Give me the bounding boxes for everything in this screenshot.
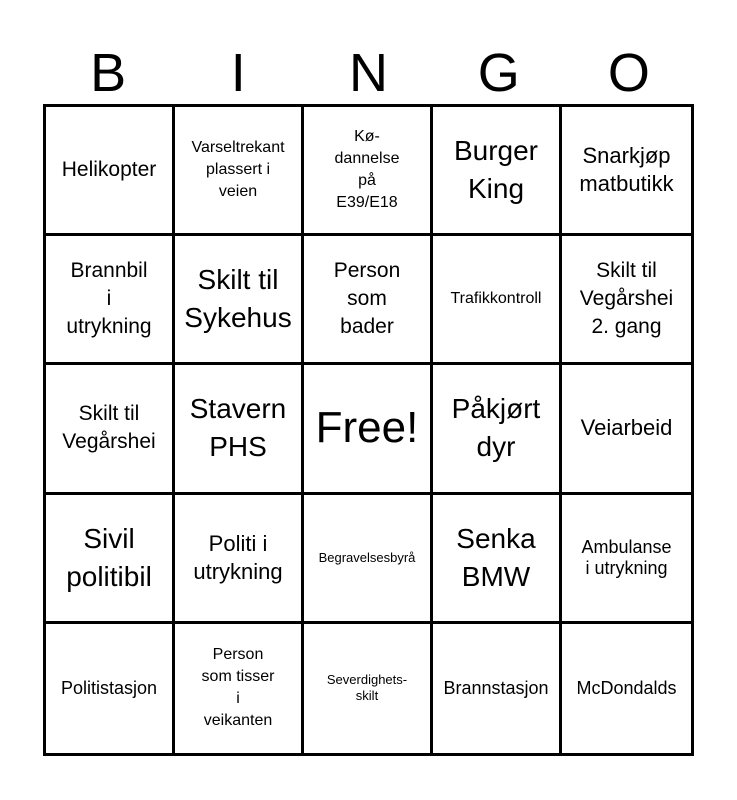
bingo-cell[interactable]	[562, 107, 691, 236]
bingo-cell[interactable]	[562, 624, 691, 753]
cell-text: Burger King	[453, 135, 539, 205]
bingo-cell[interactable]	[304, 236, 433, 365]
bingo-cell[interactable]	[433, 236, 562, 365]
free-cell[interactable]	[304, 365, 433, 494]
bingo-cell[interactable]	[562, 365, 691, 494]
cell-text: Begravelsesbyrå	[318, 549, 416, 565]
cell-text: McDondalds	[576, 677, 677, 698]
bingo-cell[interactable]	[304, 107, 433, 236]
cell-text: Helikopter	[61, 158, 157, 182]
cell-text: Brannbil i utrykning	[66, 259, 152, 339]
bingo-cell[interactable]	[46, 495, 175, 624]
cell-text: Trafikkontroll	[450, 290, 542, 308]
cell-text: Snarkjøp matbutikk	[579, 143, 674, 197]
bingo-cell[interactable]	[175, 236, 304, 365]
bingo-cell[interactable]	[175, 495, 304, 624]
bingo-cell[interactable]	[304, 495, 433, 624]
cell-text: Politistasjon	[60, 677, 158, 698]
cell-text: Person som tisser i veikanten	[201, 646, 275, 730]
bingo-header	[43, 42, 694, 104]
bingo-cell[interactable]	[562, 495, 691, 624]
header-letter-g: G	[477, 43, 520, 103]
header-letter-o: O	[607, 43, 650, 103]
cell-text: Skilt til Vegårshei 2. gang	[579, 259, 674, 339]
cell-text: Stavern PHS	[189, 393, 287, 463]
header-letter-n: N	[349, 43, 388, 103]
header-letter-i: I	[230, 43, 246, 103]
bingo-cell[interactable]	[304, 624, 433, 753]
cell-text: Skilt til Sykehus	[184, 264, 292, 334]
bingo-cell[interactable]	[175, 624, 304, 753]
header-letter-b: B	[90, 43, 127, 103]
bingo-cell[interactable]	[46, 624, 175, 753]
cell-text: Politi i utrykning	[193, 530, 283, 584]
cell-text: Sivil politibil	[66, 522, 152, 592]
cell-text: Påkjørt dyr	[451, 393, 541, 463]
free-text: Free!	[315, 403, 419, 453]
bingo-cell[interactable]	[46, 107, 175, 236]
cell-text: Ambulanse i utrykning	[581, 536, 672, 578]
cell-text: Brannstasjon	[443, 677, 549, 698]
bingo-cell[interactable]	[46, 365, 175, 494]
cell-text: Person som bader	[333, 259, 401, 339]
bingo-cell[interactable]	[433, 495, 562, 624]
cell-text: Kø- dannelse på E39/E18	[334, 128, 400, 212]
bingo-cell[interactable]	[562, 236, 691, 365]
bingo-cell[interactable]	[433, 107, 562, 236]
cell-text: Senka BMW	[456, 522, 536, 592]
bingo-grid	[43, 104, 694, 756]
cell-text: Severdighets- skilt	[326, 672, 408, 704]
cell-text: Veiarbeid	[580, 415, 673, 441]
bingo-cell[interactable]	[433, 365, 562, 494]
cell-text: Varseltrekant plassert i veien	[191, 139, 285, 201]
bingo-cell[interactable]	[433, 624, 562, 753]
bingo-cell[interactable]	[46, 236, 175, 365]
bingo-cell[interactable]	[175, 107, 304, 236]
cell-text: Skilt til Vegårshei	[62, 402, 156, 454]
bingo-cell[interactable]	[175, 365, 304, 494]
